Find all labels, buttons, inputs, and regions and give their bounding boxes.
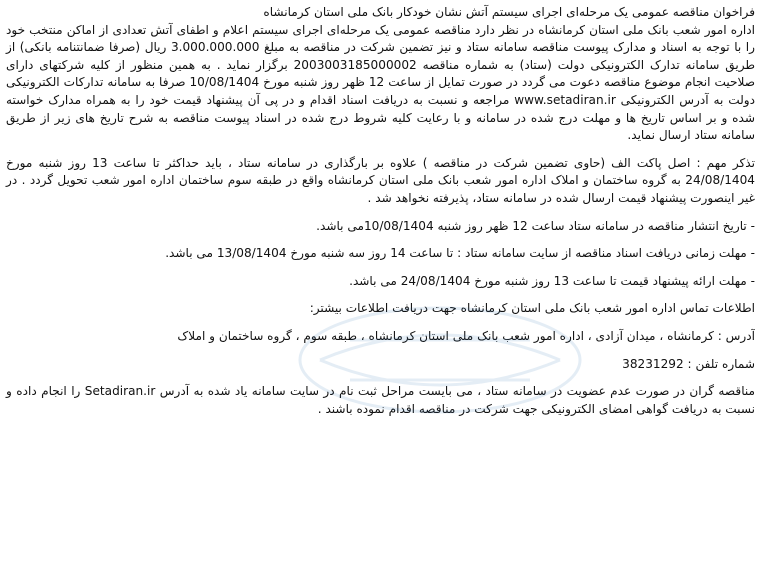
contact-heading: اطلاعات تماس اداره امور شعب بانک ملی استان کرمانشاه جهت دریافت اطلاعات بیشتر: bbox=[309, 301, 755, 316]
notice-title: فراخوان مناقصه عمومی یک مرحله‌ای اجرای سیستم آتش نشان خودکار بانک ملی استان کرمانشاه bbox=[263, 5, 755, 19]
contact-phone: شماره تلفن : 38231292 bbox=[622, 356, 755, 371]
intro-paragraph: اداره امور شعب بانک ملی استان کرمانشاه در نظر دارد مناقصه عمومی یک مرحله‌ای اجرای سیستم اعلام و اطفای آتش تعدادی از اماکن منتخب خود را با توجه به اسناد و مدارک پیوست مناقصه سامانه ستاد و نیز تضمین شرکت در مناقصه به مبلغ 3.000.000.000 ریال (صرفا ضمانتنامه بانکی) از طریق سامانه تدارک الکترونیکی دولت (ستاد) به شماره مناقصه 2003003185000002 برگزار نماید . به همین منظور از کلیه شرکتهای دارای صلاحیت انجام موضوع مناقصه دعوت می گردد در صورت تمایل از ساعت 12 ظهر روز شنبه مورخ 10/08/1404 صرفا به سامانه تدارکات الکترونیکی دولت به آدرس الکترونیکی www.setadiran.ir مراجعه و نسبت به دریافت اسناد اقدام و در پی آن پیشنهاد قیمت خود را به همراه مدارک خواسته شده و بر اساس تاریخ ها و مهلت درج شده در سامانه و با رعایت کلیه شروط درج شده در اسناد پیوست مناقصه به شرح تاریخ های زیر از طریق سامانه ستاد ارسال نماید. bbox=[6, 22, 756, 143]
important-note: تذکر مهم : اصل پاکت الف (حاوی تضمین شرکت در مناقصه ) علاوه بر بارگذاری در سامانه ستاد ، باید حداکثر تا ساعت 13 روز شنبه مورخ 24/08/1404 به گروه ساختمان و املاک اداره امور شعب بانک ملی استان کرمانشاه واقع در طبقه سوم ساختمان اداره امور شعب تحویل گردد . در غیر اینصورت پیشنهاد قیمت ارسال شده در سامانه ستاد، پذیرفته نخواهد شد . bbox=[6, 155, 756, 205]
date-offer-deadline: - مهلت ارائه پیشنهاد قیمت تا ساعت 13 روز شنبه مورخ 24/08/1404 می باشد. bbox=[349, 273, 755, 288]
contact-address: آدرس : کرمانشاه ، میدان آزادی ، اداره امور شعب بانک ملی استان کرمانشاه ، طبقه سوم ، گروه ساختمان و املاک bbox=[177, 328, 755, 343]
date-document-deadline: - مهلت زمانی دریافت اسناد مناقصه از سایت سامانه ستاد : تا ساعت 14 روز سه شنبه مورخ 13/08/1404 می باشد. bbox=[165, 246, 755, 261]
footer-paragraph: مناقصه گران در صورت عدم عضویت در سامانه ستاد ، می بایست مراحل ثبت نام در سایت سامانه یاد شده به آدرس Setadiran.ir را انجام داده و نسبت به دریافت گواهی امضای الکترونیکی جهت شرکت در مناقصه اقدام نموده باشند . bbox=[6, 384, 756, 416]
date-publish: - تاریخ انتشار مناقصه در سامانه ستاد ساعت 12 ظهر روز شنبه 10/08/1404می باشد. bbox=[316, 218, 755, 233]
